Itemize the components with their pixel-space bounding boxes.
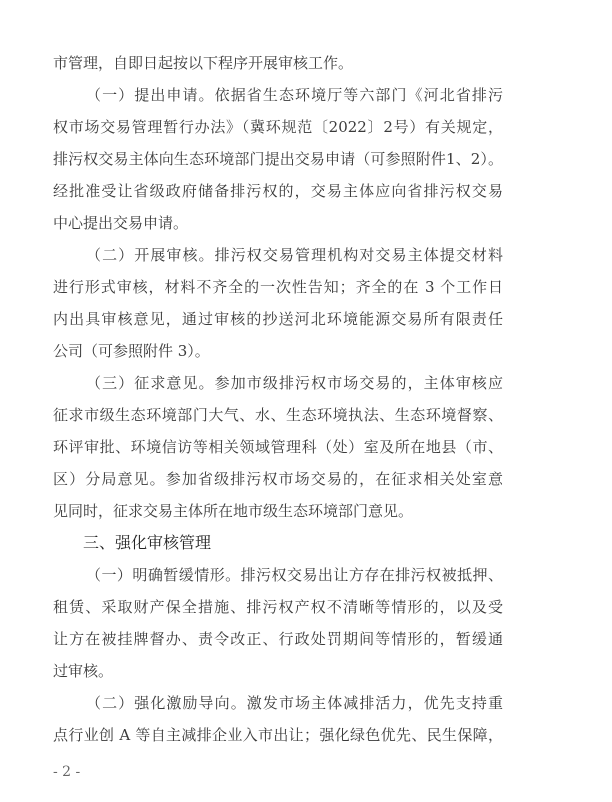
- text-line: 排污权交易主体向生态环境部门提出交易申请（可参照附件1、2）。: [53, 150, 503, 168]
- page-number: - 2 -: [53, 764, 81, 780]
- text-line: 内出具审核意见，通过审核的抄送河北环境能源交易所有限责任: [53, 310, 503, 328]
- text-line: 进行形式审核，材料不齐全的一次性告知；齐全的在 3 个工作日: [53, 278, 503, 296]
- text-line: （一）提出申请。依据省生态环境厅等六部门《河北省排污: [86, 86, 503, 104]
- text-line: 过审核。: [53, 662, 114, 680]
- text-line: 租赁、采取财产保全措施、排污权产权不清晰等情形的，以及受: [53, 598, 503, 616]
- text-line: 点行业创 A 等自主减排企业入市出让；强化绿色优先、民生保障，: [53, 726, 503, 744]
- text-line: 环评审批、环境信访等相关领域管理科（处）室及所在地县（市、: [53, 438, 503, 456]
- text-line: 权市场交易管理暂行办法》（冀环规范〔2022〕2号）有关规定，: [53, 118, 503, 136]
- text-line: 市管理，自即日起按以下程序开展审核工作。: [53, 54, 354, 72]
- text-line: （二）开展审核。排污权交易管理机构对交易主体提交材料: [86, 246, 503, 264]
- text-line: 见同时，征求交易主体所在地市级生态环境部门意见。: [53, 502, 414, 520]
- text-line: 公司（可参照附件 3）。: [53, 342, 210, 360]
- text-line: （三）征求意见。参加市级排污权市场交易的，主体审核应: [86, 374, 503, 392]
- text-line: 中心提出交易申请。: [53, 214, 189, 232]
- text-line: （一）明确暂缓情形。排污权交易出让方存在排污权被抵押、: [86, 566, 503, 584]
- text-line: （二）强化激励导向。激发市场主体减排活力，优先支持重: [86, 694, 503, 712]
- text-line: 经批准受让省级政府储备排污权的，交易主体应向省排污权交易: [53, 182, 503, 200]
- text-line: 征求市级生态环境部门大气、水、生态环境执法、生态环境督察、: [53, 406, 503, 424]
- text-line: 区）分局意见。参加省级排污权市场交易的，在征求相关处室意: [53, 470, 503, 488]
- text-line: 让方在被挂牌督办、责令改正、行政处罚期间等情形的，暂缓通: [53, 630, 503, 648]
- section-heading: 三、强化审核管理: [83, 533, 212, 552]
